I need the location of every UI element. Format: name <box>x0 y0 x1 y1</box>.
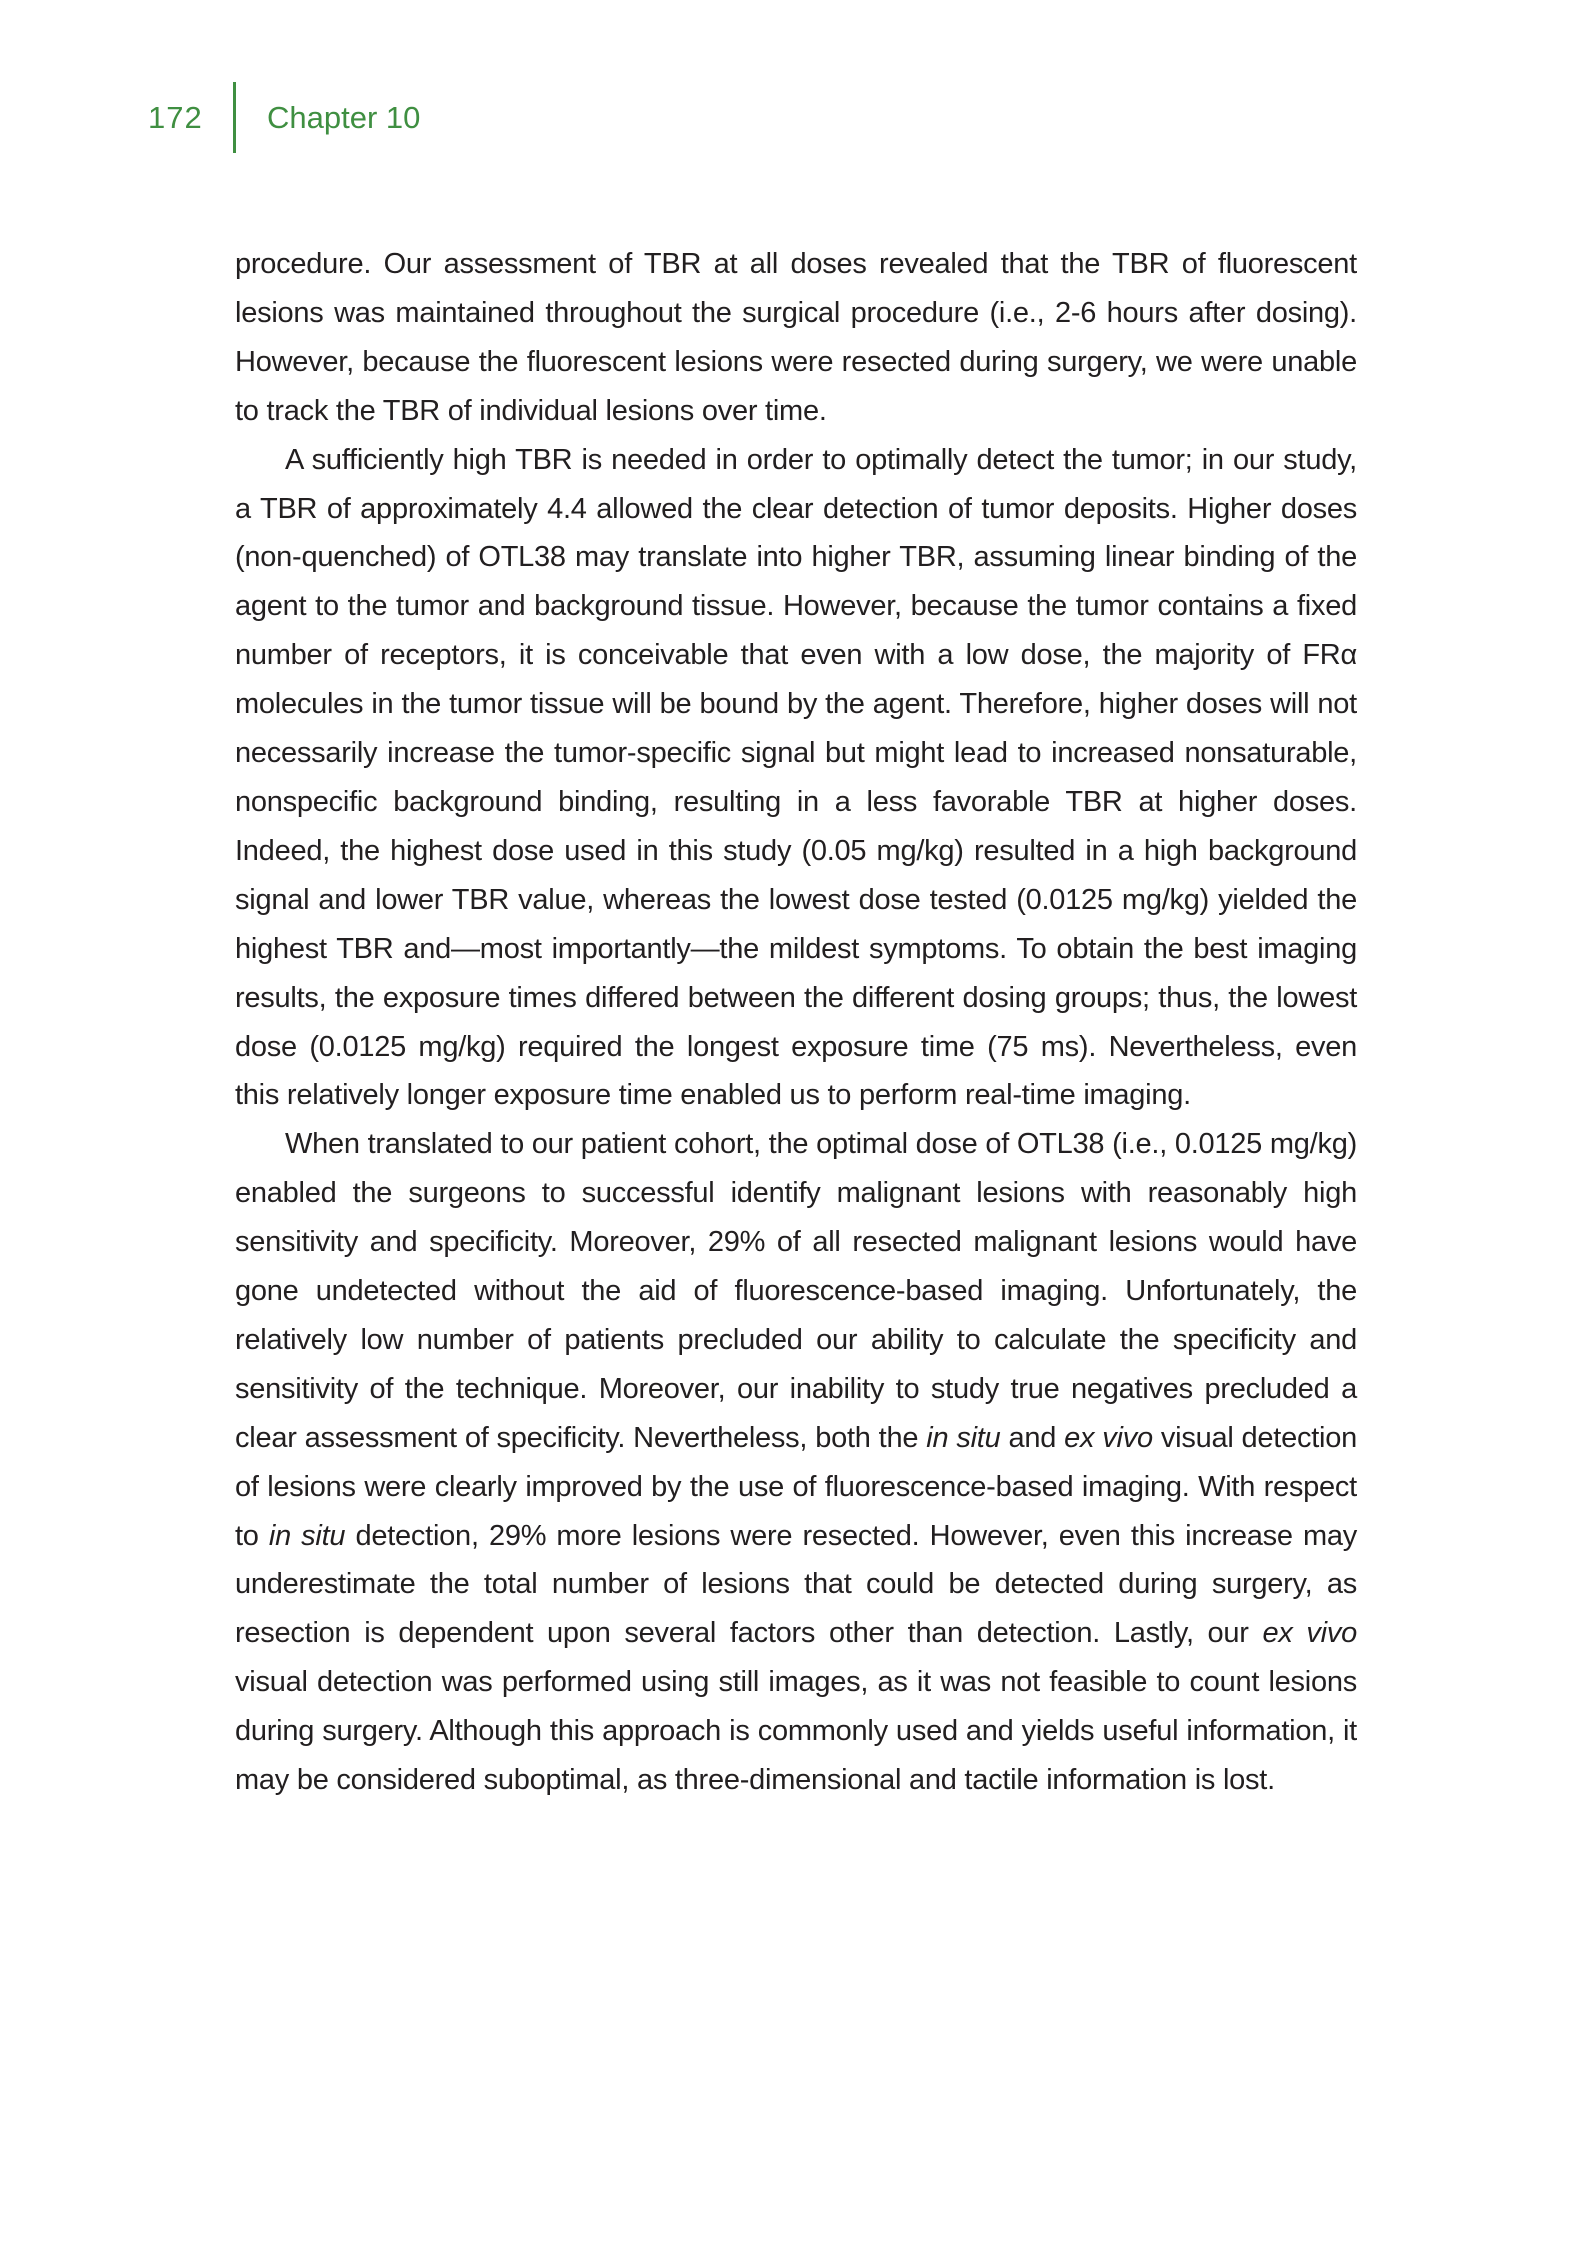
chapter-title: Chapter 10 <box>267 99 421 135</box>
body-text <box>235 240 1357 1805</box>
italic-text-segment: in situ <box>268 1519 346 1552</box>
italic-text-segment: in situ <box>926 1421 1001 1454</box>
text-segment: and <box>1000 1421 1065 1454</box>
paragraph <box>235 240 1357 436</box>
page-header <box>148 82 420 153</box>
text-segment: visual detection was performed using still images, as it was not feasible to count lesions during surgery. Although this approach is commonly used and yields useful information, it may be considered suboptimal, as three-dimensional and tactile information is lost. <box>235 1666 1357 1797</box>
paragraph <box>235 1120 1357 1805</box>
header-divider-rule <box>233 82 236 153</box>
italic-text-segment: ex vivo <box>1262 1617 1357 1650</box>
text-segment: A sufficiently high TBR is needed in order to optimally detect the tumor; in our study, a TBR of approximately 4.4 allowed the clear detection of tumor deposits. Higher doses (non-quenched) of OTL38 may translate into higher TBR, assuming linear binding of the agent to the tumor and background tissue. However, because the tumor contains a fixed number of receptors, it is conceivable that even with a low dose, the majority of FRα molecules in the tumor tissue will be bound by the agent. Therefore, higher doses will not necessarily increase the tumor-specific signal but might lead to increased nonsaturable, nonspecific background binding, resulting in a less favorable TBR at higher doses. Indeed, the highest dose used in this study (0.05 mg/kg) resulted in a high background signal and lower TBR value, whereas the lowest dose tested (0.0125 mg/kg) yielded the highest TBR and—most importantly—the mildest symptoms. To obtain the best imaging results, the exposure times differed between the different dosing groups; thus, the lowest dose (0.0125 mg/kg) required the longest exposure time (75 ms). Nevertheless, even this relatively longer exposure time enabled us to perform real-time imaging. <box>235 443 1357 1112</box>
text-segment: visual detection of lesions were clearly improved by the use of fluorescence-based imaging. With respect to <box>235 1421 1357 1552</box>
page-number: 172 <box>148 99 203 135</box>
text-segment: When translated to our patient cohort, the optimal dose of OTL38 (i.e., 0.0125 mg/kg) enabled the surgeons to successful identify malignant lesions with reasonably high sensitivity and specificity. Moreover, 29% of all resected malignant lesions would have gone undetected without the aid of fluorescence-based imaging. Unfortunately, the relatively low number of patients precluded our ability to calculate the specificity and sensitivity of the technique. Moreover, our inability to study true negatives precluded a clear assessment of specificity. Nevertheless, both the <box>235 1128 1357 1454</box>
text-segment: detection, 29% more lesions were resected. However, even this increase may underestimate the total number of lesions that could be detected during surgery, as resection is dependent upon several factors other than detection. Lastly, our <box>235 1519 1358 1650</box>
italic-text-segment: ex vivo <box>1064 1421 1153 1454</box>
text-segment: procedure. Our assessment of TBR at all doses revealed that the TBR of fluorescent lesions was maintained throughout the surgical procedure (i.e., 2-6 hours after dosing). However, because the fluorescent lesions were resected during surgery, we were unable to track the TBR of individual lesions over time. <box>235 248 1357 427</box>
paragraph <box>235 436 1357 1121</box>
